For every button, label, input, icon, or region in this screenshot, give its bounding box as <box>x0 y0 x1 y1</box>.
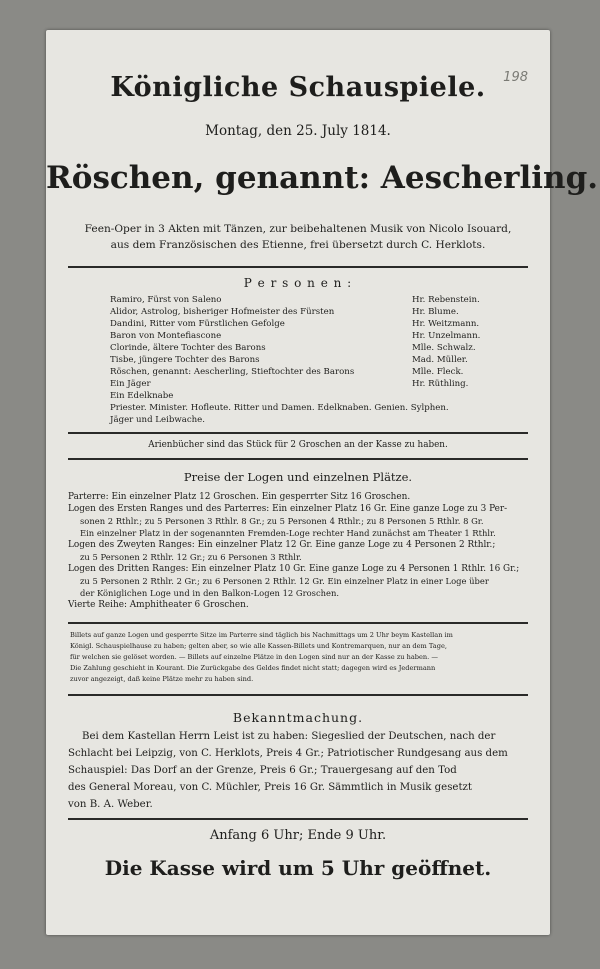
role-name: Röschen, genannt: Aescherling, Stieftochter des Barons <box>110 367 355 377</box>
actor-name: Hr. Blume. <box>412 307 459 317</box>
role-name: Alidor, Astrolog, bisheriger Hofmeister des Fürsten <box>110 307 335 317</box>
actor-name: Mlle. Schwalz. <box>412 343 476 353</box>
announcement-line: von B. A. Weber. <box>68 799 153 810</box>
notice-line: zuvor angezeigt, daß keine Plätze mehr zu haben sind. <box>70 675 254 683</box>
box-office-opening: Die Kasse wird um 5 Uhr geöffnet. <box>104 856 492 880</box>
divider <box>68 432 528 434</box>
actor-name: Mlle. Fleck. <box>412 367 464 377</box>
extras-line-1: Priester. Minister. Hofleute. Ritter und Damen. Edelknaben. Genien. Sylphen. <box>110 403 449 413</box>
divider <box>68 818 528 820</box>
cast-heading: P e r s o n e n : <box>243 276 353 290</box>
announcement-line: des General Moreau, von C. Müchler, Preis 16 Gr. Sämmtlich in Musik gesetzt <box>68 782 472 793</box>
price-line: sonen 2 Rthlr.; zu 5 Personen 3 Rthlr. 8 Gr.; zu 5 Personen 4 Rthlr.; zu 8 Personen 5 Rthlr. 8 Gr. <box>80 516 484 526</box>
price-line: Logen des Zweyten Ranges: Ein einzelner Platz 12 Gr. Eine ganze Loge zu 4 Personen 2 Rthlr.; <box>68 540 496 550</box>
price-line: Logen des Ersten Ranges und des Parterres: Ein einzelner Platz 16 Gr. Eine ganze Loge zu 3 Per- <box>68 504 508 514</box>
role-name: Ramiro, Fürst von Saleno <box>110 295 222 305</box>
actor-name: Hr. Weitzmann. <box>412 319 480 329</box>
divider <box>68 458 528 460</box>
institution-title: Königliche Schauspiele. <box>110 72 486 103</box>
notice-line: Königl. Schauspielhause zu haben; gelten aber, so wie alle Kassen-Billets und Kontremarquen, nur an dem Tage, <box>70 642 447 650</box>
extras-line-2: Jäger und Leibwache. <box>110 415 205 425</box>
price-line: Vierte Reihe: Amphitheater 6 Groschen. <box>68 600 249 610</box>
price-line: zu 5 Personen 2 Rthlr. 12 Gr.; zu 6 Personen 3 Rthlr. <box>80 552 302 562</box>
announcement-line: Bei dem Kastellan Herrn Leist ist zu haben: Siegeslied der Deutschen, nach der <box>82 731 496 742</box>
performance-date: Montag, den 25. July 1814. <box>205 123 391 139</box>
actor-name: Hr. Unzelmann. <box>412 331 481 341</box>
prices-heading: Preise der Logen und einzelnen Plätze. <box>183 470 413 484</box>
actor-name: Hr. Rüthling. <box>412 379 469 389</box>
price-line: zu 5 Personen 2 Rthlr. 2 Gr.; zu 6 Personen 2 Rthlr. 12 Gr. Ein einzelner Platz in einer Loge über <box>80 576 489 586</box>
playbill-sheet <box>46 30 599 935</box>
price-line: der Königlichen Loge und in den Balkon-Logen 12 Groschen. <box>80 588 340 598</box>
notice-line: Billets auf ganze Logen und gesperrte Sitze im Parterre sind täglich bis Nachmittags um 2 Uhr beym Kastellan im <box>70 631 453 639</box>
archive-number: 198 <box>503 70 528 85</box>
role-name: Dandini, Ritter vom Fürstlichen Gefolge <box>110 319 285 329</box>
price-line: Logen des Dritten Ranges: Ein einzelner Platz 10 Gr. Eine ganze Loge zu 4 Personen 1 Rthlr. 16 Gr.; <box>68 564 520 574</box>
subtitle-line-2: aus dem Französischen des Etienne, frei übersetzt durch C. Herklots. <box>110 239 486 251</box>
actor-name: Mad. Müller. <box>412 355 468 365</box>
role-name: Tisbe, jüngere Tochter des Barons <box>110 355 260 365</box>
announcement-line: Schauspiel: Das Dorf an der Grenze, Preis 6 Gr.; Trauergesang auf den Tod <box>68 765 457 776</box>
libretto-note: Arienbücher sind das Stück für 2 Groschen an der Kasse zu haben. <box>148 440 448 450</box>
divider <box>68 694 528 696</box>
announcement-heading: Bekanntmachung. <box>232 710 364 725</box>
role-name: Baron von Montefiascone <box>110 331 222 341</box>
role-name: Ein Edelknabe <box>110 391 174 401</box>
notice-line: für welchen sie gelöset worden. — Billets auf einzelne Plätze in den Logen sind nur an der Kasse zu haben. — <box>70 653 438 661</box>
price-line: Ein einzelner Platz in der sogenannten Fremden-Loge rechter Hand zunächst am Theater 1 Rthlr. <box>80 528 496 538</box>
play-title: Röschen, genannt: Aescherling. <box>46 160 599 196</box>
role-name: Ein Jäger <box>110 379 151 389</box>
notice-line: Die Zahlung geschieht in Kourant. Die Zurückgabe des Geldes findet nicht statt; dagegen wird es Jedermann <box>70 664 436 672</box>
role-name: Clorinde, ältere Tochter des Barons <box>110 343 266 353</box>
divider <box>68 622 528 624</box>
performance-times: Anfang 6 Uhr; Ende 9 Uhr. <box>209 828 387 843</box>
subtitle-line-1: Feen-Oper in 3 Akten mit Tänzen, zur beibehaltenen Musik von Nicolo Isouard, <box>84 223 512 235</box>
actor-name: Hr. Rebenstein. <box>412 295 480 305</box>
price-line: Parterre: Ein einzelner Platz 12 Groschen. Ein gesperrter Sitz 16 Groschen. <box>68 492 411 502</box>
announcement-line: Schlacht bei Leipzig, von C. Herklots, Preis 4 Gr.; Patriotischer Rundgesang aus dem <box>68 748 508 759</box>
divider <box>68 266 528 268</box>
